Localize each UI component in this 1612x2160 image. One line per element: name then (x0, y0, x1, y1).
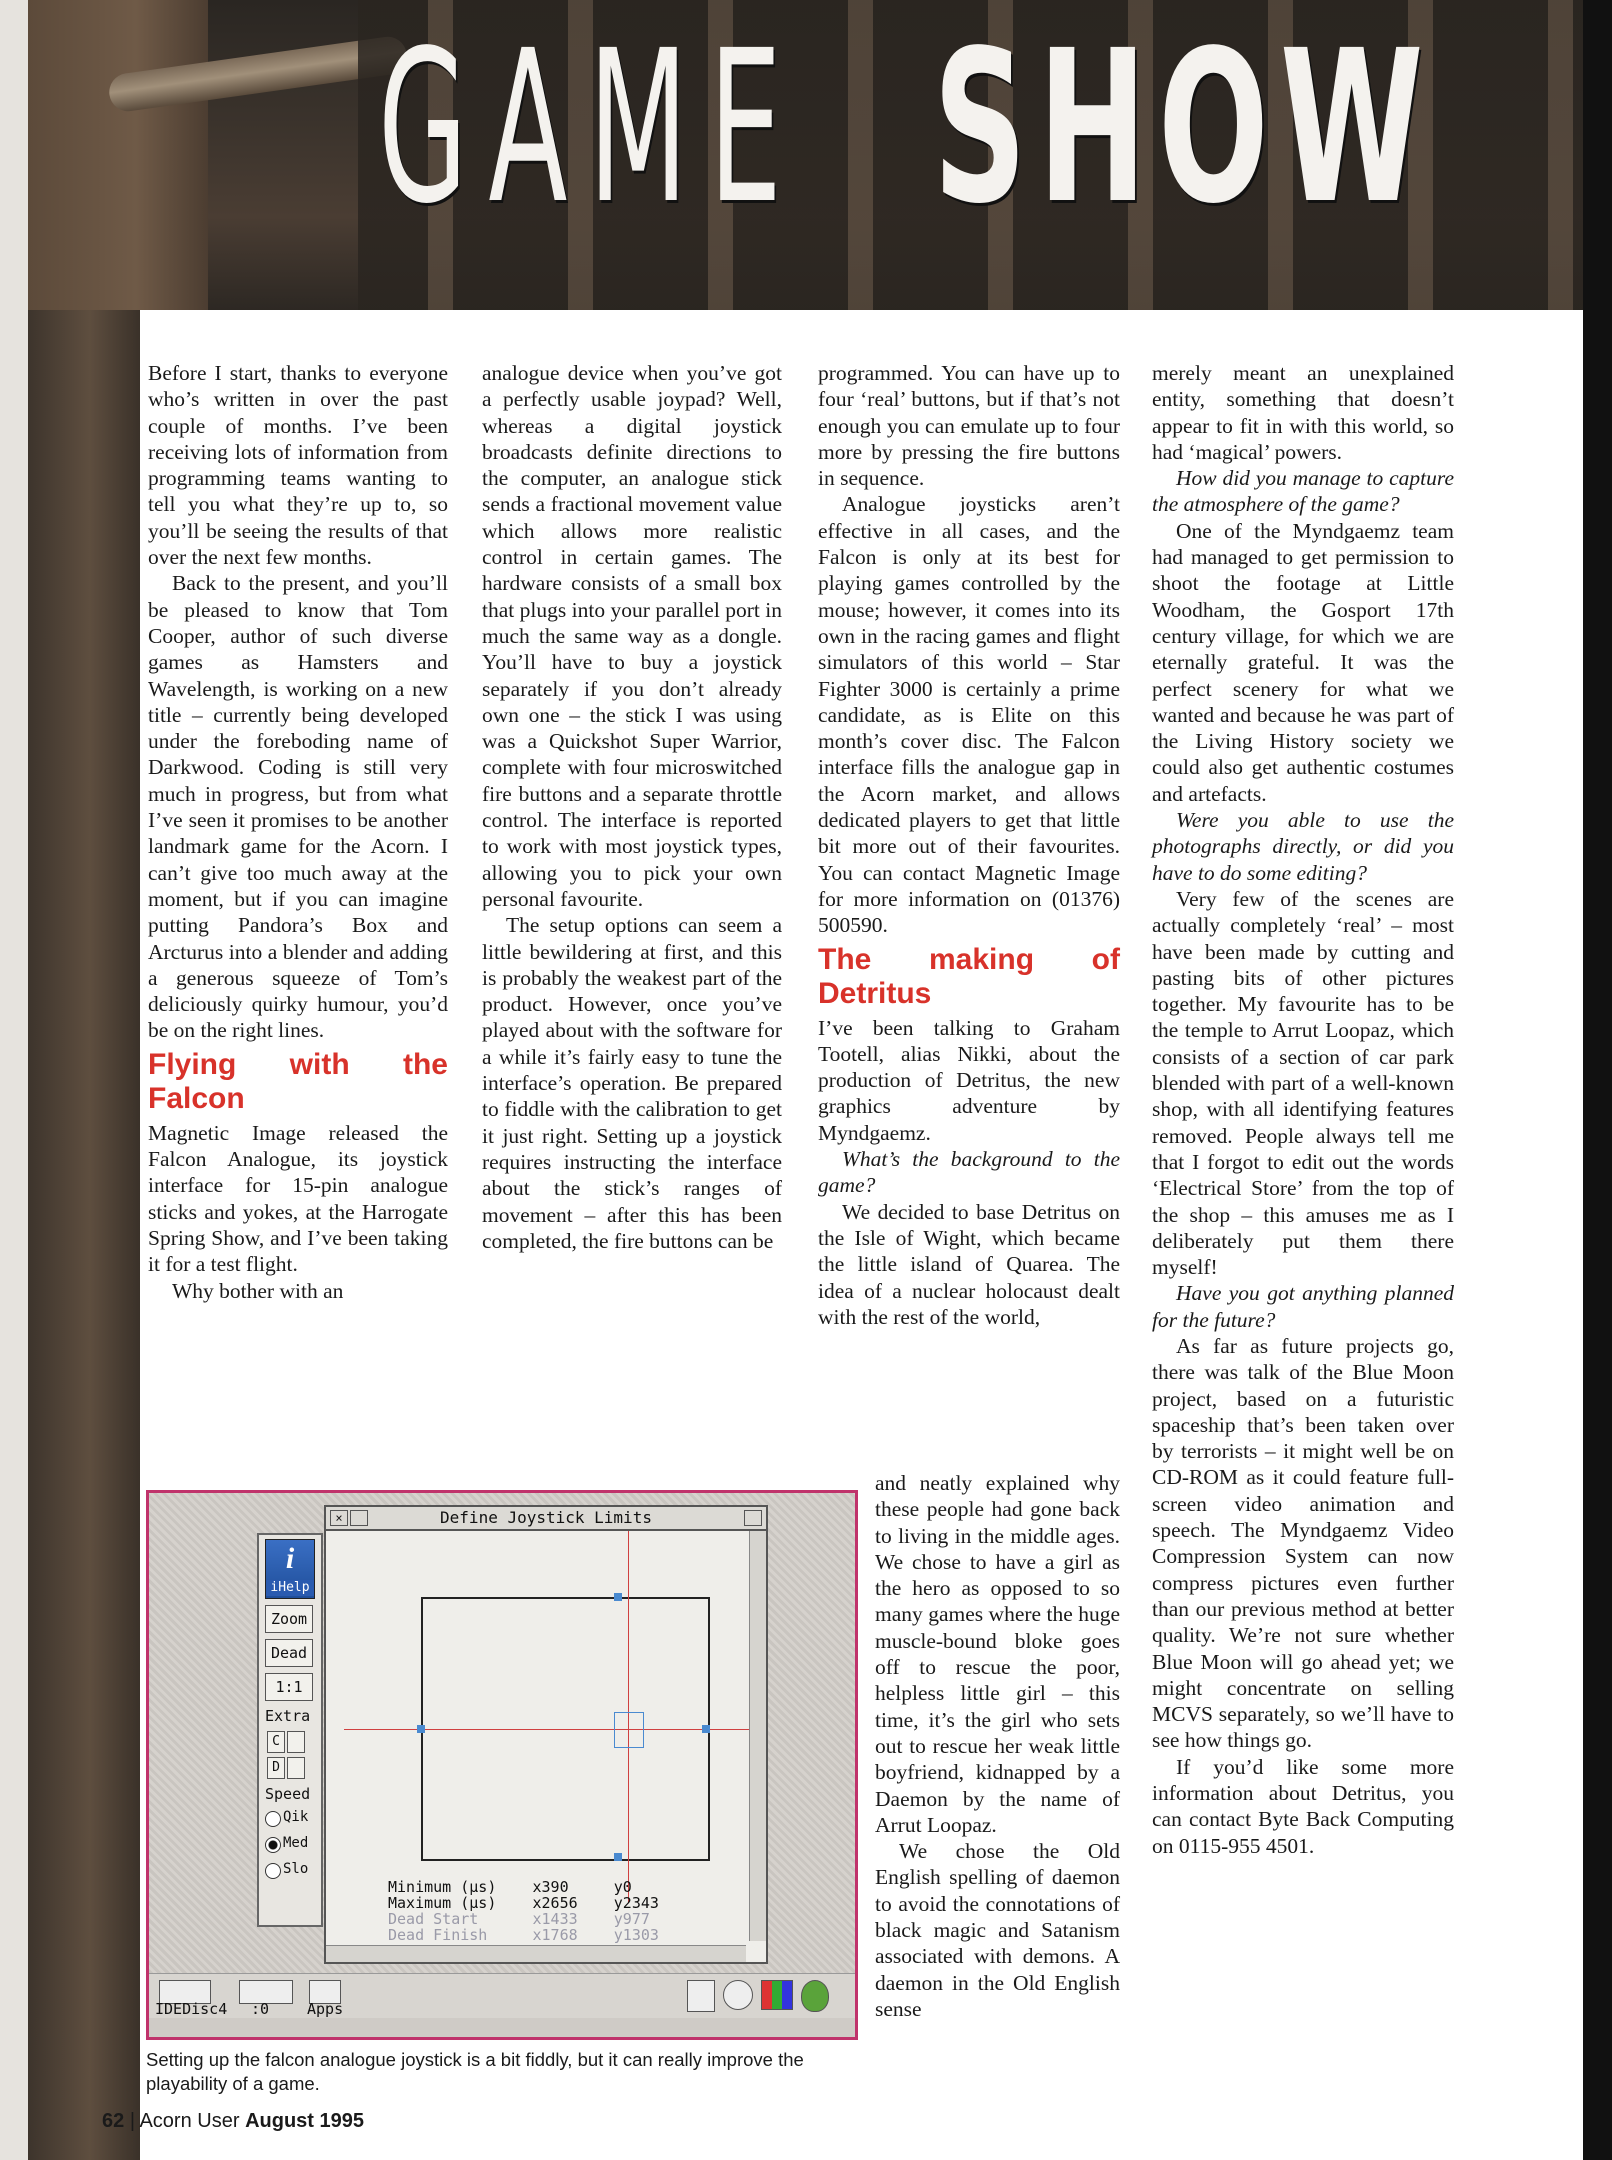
speed-qik-radio[interactable] (265, 1811, 281, 1827)
speed-med-radio[interactable] (265, 1837, 281, 1853)
extra-c-toggle[interactable] (287, 1731, 305, 1753)
subheading-the-making-of-detritus: The making of Detritus (818, 942, 1120, 1010)
falcon-toolbar (257, 1533, 323, 1927)
paragraph: programmed. You can have up to four ‘real’ buttons, but if that’s not enough you can emulate up to four more by pressing the fire buttons in sequence. (818, 361, 1120, 491)
speed-label: Speed (265, 1785, 311, 1803)
apps-label: Apps (307, 2000, 344, 2018)
dead-zone-box[interactable] (614, 1712, 644, 1748)
paragraph: One of the Myndgaemz team had managed to get permission to shoot the footage at Little Woodham, the Gosport 17th century village, for which we are eternally grateful. It was the perfect scenery for what we wanted and because he was part of the Living History society we could also get authentic costumes and artefacts. (1152, 518, 1454, 806)
magazine-name: Acorn User (139, 2110, 240, 2132)
article-column-1 (148, 360, 448, 1304)
page-margin-left (0, 0, 28, 2160)
toggle-size-icon[interactable] (744, 1510, 762, 1526)
paragraph: Before I start, thanks to everyone who’s written in over the past couple of months. I’ve been receiving lots of information from programming teams wanting to tell you what they’re up to, so you’ll be seeing the results of that over the next few months. (148, 361, 448, 570)
zoom-button[interactable]: Zoom (265, 1605, 313, 1633)
crosshair-horizontal (344, 1729, 754, 1730)
banner-background-panel (28, 0, 208, 310)
paragraph: analogue device when you’ve got a perfectly usable joypad? Well, whereas a digital joystick broadcasts definite directions to the computer, an analogue stick sends a fractional movement value which allows more realistic control in certain games. The hardware consists of a small box that plugs into your parallel port in much the same way as a dongle. You’ll have to buy a joystick separately if you don’t already own one – the stick I was using was a Quickshot Super Warrior, complete with four microswitched fire buttons and a separate throttle control. The interface is reported to work with most joystick types, allowing you to pick your own personal favourite. (482, 361, 782, 911)
speed-slo-radio[interactable] (265, 1863, 281, 1879)
horizontal-scrollbar[interactable] (326, 1945, 746, 1962)
window-back-icon[interactable] (350, 1510, 368, 1526)
risc-os-iconbar (149, 1973, 855, 2018)
palette-icon[interactable] (761, 1980, 793, 2010)
close-icon[interactable]: × (330, 1510, 348, 1526)
figure-caption: Setting up the falcon analogue joystick is a bit fiddly, but it can really improve the playability of a game. (146, 2049, 804, 2094)
dead-button[interactable]: Dead (265, 1639, 313, 1667)
paragraph: If you’d like some more information about Detritus, you can contact Byte Back Computing on 0115-955 4501. (1152, 1754, 1454, 1858)
left-photo-strip (28, 310, 140, 2160)
extra-c-option[interactable]: C (267, 1731, 285, 1753)
window-title-bar[interactable]: Define Joystick Limits (326, 1507, 766, 1531)
limit-handle-left[interactable] (417, 1725, 425, 1733)
define-joystick-limits-window (324, 1505, 768, 1964)
speed-slo-label: Slo (283, 1861, 309, 1877)
ihelp-glyph: i (285, 1542, 295, 1575)
screenshot-figure (146, 1490, 858, 2040)
subheading-flying-with-the-falcon: Flying with the Falcon (148, 1047, 448, 1115)
paragraph: merely meant an unexplained entity, something that doesn’t appear to fit in with this world, so had ‘magical’ powers. (1152, 361, 1454, 464)
paragraph: We decided to base Detritus on the Isle of Wight, which became the little island of Quarea. The idea of a nuclear holocaust dealt with the rest of the world, (818, 1199, 1120, 1329)
page-number: 62 (102, 2110, 125, 2132)
paragraph: Why bother with an (172, 1278, 344, 1303)
paragraph: Very few of the scenes are actually completely ‘real’ – most have been made by cutting and pasting bits of other pictures together. My favourite has to be the temple to Arrut Loopaz, which consists of a section of car park blended with part of a well-known shop, with all identifying features removed. People always tell me that I forgot to edit out the words ‘Electrical Store’ from the top of the shop – this amuses me as I deliberately put them there myself! (1152, 886, 1454, 1280)
article-column-4 (1152, 360, 1454, 1859)
acorn-icon[interactable] (801, 1980, 829, 2012)
ihelp-iconbar-icon[interactable] (687, 1980, 715, 2012)
interview-question: Were you able to use the photographs directly, or did you have to do some editing? (1152, 808, 1454, 885)
readout-dead-finish: Dead Finish x1768 y1303 (388, 1926, 659, 1944)
header-banner (28, 0, 1583, 310)
paragraph: As far as future projects go, there was talk of the Blue Moon project, based on a futuristic spaceship that’s been taken over by terrorists – it might well be on CD-ROM as it could feature full-screen video animation and speech. The Myndgaemz Video Compression System can now compress pictures even further than our previous method at better quality. We’re not sure whether Blue Moon will go ahead yet; we might concentrate on selling MCVS separately, so we’ll have to see how things go. (1152, 1333, 1454, 1753)
paragraph: I’ve been talking to Graham Tootell, alias Nikki, about the production of Detritus, the new graphics adventure by Myndgaemz. (818, 1015, 1120, 1145)
ihelp-icon[interactable] (265, 1539, 315, 1599)
article-column-3-continued (875, 1470, 1120, 2022)
falcon-iconbar-icon[interactable] (723, 1980, 753, 2010)
footer-separator: | (129, 2110, 136, 2132)
ihelp-label: iHelp (266, 1580, 314, 1596)
readout-maximum: Maximum (µs) x2656 y2343 (388, 1894, 659, 1912)
paragraph: Magnetic Image released the Falcon Analogue, its joystick interface for 15-pin analogue sticks and yokes, at the Harrogate Spring Show, and I’ve been taking it for a test flight. (148, 1120, 448, 1277)
extra-label: Extra (265, 1707, 311, 1725)
issue-date: August 1995 (245, 2110, 364, 2132)
hard-disc-label: IDEDisc4 (155, 2000, 228, 2018)
limit-handle-right[interactable] (702, 1725, 710, 1733)
interview-question: Have you got anything planned for the future? (1152, 1281, 1454, 1332)
extra-d-option[interactable]: D (267, 1757, 285, 1779)
limit-handle-bottom[interactable] (614, 1853, 622, 1861)
paragraph: We chose the Old English spelling of daemon to avoid the connotations of black magic and Satanism associated with demons. A daemon in the Old English sense (875, 1839, 1120, 2021)
readout-minimum: Minimum (µs) x390 y0 (388, 1878, 632, 1896)
speed-qik-label: Qik (283, 1809, 309, 1825)
paragraph: The setup options can seem a little bewildering at first, and this is probably the weakest part of the product. However, once you’ve played about with the software for a while it’s fairly easy to tune the interface’s operation. Be prepared to fiddle with the calibration to get it just right. Setting up a joystick requires instructing the interface about the stick’s ranges of movement – after this has been completed, the fire buttons can be (482, 913, 782, 1253)
speed-med-label: Med (283, 1835, 309, 1851)
title-show: SHOW (933, 5, 1435, 250)
ram-disc-label: :0 (251, 2000, 270, 2018)
limit-handle-top[interactable] (614, 1593, 622, 1601)
extra-d-toggle[interactable] (287, 1757, 305, 1779)
article-column-2 (482, 360, 782, 1254)
readout-dead-start: Dead Start x1433 y977 (388, 1910, 650, 1928)
ratio-button[interactable]: 1:1 (265, 1673, 313, 1701)
title-game: GAME (378, 5, 803, 250)
interview-question: What’s the background to the game? (818, 1147, 1120, 1198)
vertical-scrollbar[interactable] (749, 1531, 766, 1941)
paragraph: Analogue joysticks aren’t effective in all cases, and the Falcon is only at its best for playing games controlled by the mouse; however, it comes into its own in the racing games and flight simulators of this world – Star Fighter 3000 is certainly a prime candidate, as is Elite on this month’s cover disc. The Falcon interface fills the analogue gap in the Acorn market, and allows dedicated players to get that little bit more out of their favourites. You can contact Magnetic Image for more information on (01376) 500590. (818, 492, 1120, 938)
paragraph: and neatly explained why these people had gone back to living in the middle ages. We chose to have a girl as the hero as opposed to so many games where the huge muscle-bound bloke goes off to rescue the poor, helpless little girl – this time, it’s the girl who sets out to rescue her weak little boyfriend, kidnapped by a Daemon by the name of Arrut Loopaz. (875, 1471, 1120, 1837)
page-footer (102, 2110, 364, 2133)
desktop-background (149, 1493, 855, 1973)
page-margin-right (1583, 0, 1612, 2160)
paragraph: Back to the present, and you’ll be pleased to know that Tom Cooper, author of such diverse games as Hamsters and Wavelength, is working on a new title – currently being developed under the foreboding name of Darkwood. Coding is still very much in progress, but from what I’ve seen it promises to be another landmark game for the Acorn. I can’t give too much away at the moment, but if you can imagine putting Pandora’s Box and Arcturus into a blender and adding a generous squeeze of Tom’s deliciously quirky humour, you’d be on the right lines. (148, 571, 448, 1043)
article-column-3 (818, 360, 1120, 1330)
interview-question: How did you manage to capture the atmosphere of the game? (1152, 466, 1454, 517)
